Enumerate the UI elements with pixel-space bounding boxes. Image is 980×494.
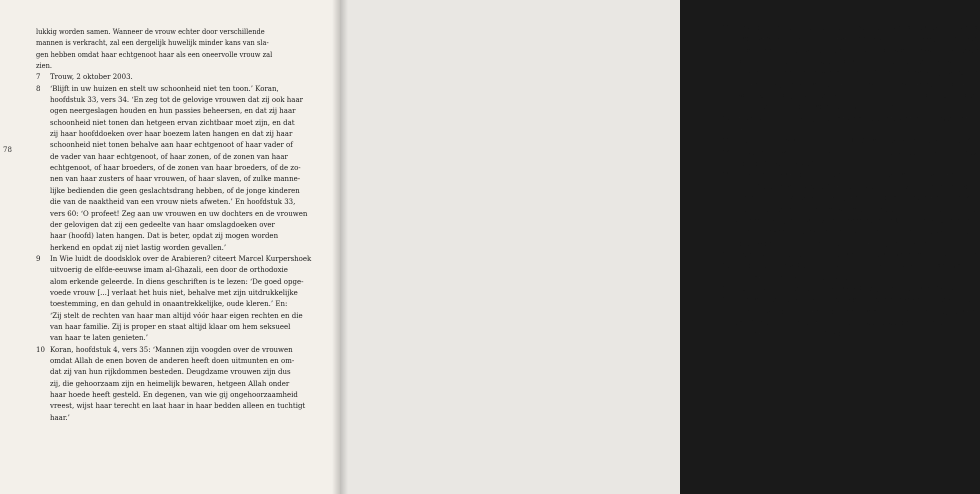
footnote-line: pliciet een vergelijking gemaakt met besnijdenis van jongens. Als be- [736,205,980,214]
footnote-line: Bewerkte versie van het artikel ‘Besnijdenis mag niet worden ge- [736,171,969,180]
right-column [722,23,980,341]
footnote-line: doogd’ uit de Volkskrant, 7 februari 2004. Genitale verminking van [736,182,975,191]
footnote-12 [722,114,980,137]
footnote-line: der gelovigen dat zij een gedeelte van haar omslagdoeken over [50,220,275,229]
footnote-number: 12 [722,114,731,123]
footnote-line: vers 60: ‘O profeet! Zeg aan uw vrouwen en uw dochters en de vrouwen [50,209,308,218]
footnote-number: 16 [722,250,731,259]
footnote-14 [722,148,980,171]
lead-paragraph [36,27,326,72]
footnote-line: haar.’ [50,413,70,422]
footnote-7 [36,72,326,83]
footnote-19 [722,295,980,340]
text-line: zien. [36,62,53,71]
footnote-line: haar hoede heeft gesteld. En degenen, van wie gij ongehoorzaamheid [50,391,298,399]
footnote-line: Dit gesprek verscheen eerder met medewerking van Carine Damen in [736,262,980,271]
footnote-13 [722,136,980,147]
footnote-number: 17 [722,262,731,271]
left-column [36,27,326,424]
footnote-line: In Wie luidt de doodsklok over de Arabieren? citeert Marcel Kurpershoek [50,254,312,263]
left-notes-list [36,72,326,424]
footnote-line: toestemming, en dan gehuld in onaantrekkelijke, oude kleren.’ En: [50,300,288,309]
footnote-line: zij haar hoofddoeken over haar boezem laten hangen en dat zij haar [50,130,293,139]
page-number: 78 [3,146,12,154]
footnote-number: 10 [36,345,45,354]
footnote-line: Opzij-lezing, gehouden op 8 maart 2003, Internationale Vrouwendag. [736,284,980,293]
footnote-line: Geweld tegen vrouwen komt ook veel voor binnen westerse gezinnen, [736,24,980,32]
footnote-line: schoonheid niet tonen behalve aan haar echtgenoot of haar vader of [50,141,293,150]
footnote-line: de sociale omgeving keuren het niet af. Ze redeneren: Als je wordt ge- [736,69,980,78]
footnote-line: Trouw, 2 oktober 2003. [50,73,133,82]
footnote-line: moslimgezinnen geweld tegen vrouwen zien als iets wat die vrouwen [736,46,980,55]
text-line: lukkig worden samen. Wanneer de vrouw echter door verschillende [36,28,265,36]
footnote-line: slagen door je man, dan zul je het daar wel naar gemaakt hebben. [736,80,972,89]
footnote-line: zakje wordt gehecht, dan zou deze vergelijking opgaan. [736,239,935,248]
footnote-line: blad op 3 oktober 2003. [736,160,821,169]
footnote-line: voede vrouw [...] verlaat het huis niet, behalve met zijn uitdrukkelijke [50,288,298,297]
footnote-line: nen van haar zusters of haar vrouwen, of haar slaven, of zulke manne- [50,175,301,184]
footnote-line: hoofdstuk 33, vers 34. ‘En zeg tot de gelovige vrouwen dat zij ook haar [50,96,304,105]
footnote-8 [36,84,326,254]
footnote-17 [722,261,980,284]
footnote-number: 7 [36,73,41,82]
footnote-9 [36,254,326,345]
footnote-line: echtgenoot, of haar broeders, of de zonen van haar broeders, of de zo- [50,164,301,173]
footnote-line: herkend en opdat zij niet lastig worden gevallen.’ [50,243,227,252]
footnote-11 [722,23,980,114]
footnote-16 [722,250,980,261]
footnote-line: alom erkende geleerde. In diens geschriften is te lezen: ‘De goed opge- [50,277,304,286]
footnote-line: van vrouwen een aanvaardbaar opvoedingsmiddel is. [736,103,925,112]
footnote-line: Algemeen Dagblad, 19 juni 2004. [736,273,855,282]
footnote-line: In verband met privacy zijn de namen van personen en plaatsen veran- [736,114,980,123]
footnote-line: dat zij van hun rijkdommen besteden. Deugdzame vrouwen zijn dus [50,368,291,377]
right-notes-list [722,23,980,341]
footnote-line: Dit artikel verscheen eerder in NRC Handelsblad op 13 april 2004. [736,137,975,146]
footnote-15 [722,170,980,249]
footnote-line: van haar te laten genieten.’ [50,334,148,343]
footnote-line: Bewerkte versie van het artikel dat eerder verscheen in NRC Handels- [736,148,980,157]
footnote-line: Een rare aanduiding want het gaat om een volwassen vrouw die zelf- [736,296,980,305]
footnote-line: ogen neergeslagen houden en hun passies beheersen, en dat zij haar [50,107,296,116]
right-page [340,0,980,494]
footnote-line: meisjes wordt soms wel ‘besnijdenis’ genoemd. Daarmee wordt im- [736,194,976,203]
footnote-line: Zie het artikel van Steffie Kouters in Volkskrant Magazine, 10 april 2004. [736,250,980,259]
footnote-line: ‘Blijft in uw huizen en stelt uw schoonheid niet ten toon.’ Koran, [50,84,279,93]
footnote-line: derd. [736,126,755,135]
footnote-18 [722,284,980,295]
footnote-number: 8 [36,84,41,93]
left-page [0,0,340,494]
footnote-number: 13 [722,137,731,146]
footnote-line: standig wil gaan wonen. Maar haar familes zullen haar altijd als een [736,307,980,316]
footnote-line: van haar familie. Zij is proper en staat altijd klaar om hem seksueel [50,322,291,331]
text-line: mannen is verkracht, zal een dergelijk huwelijk minder kans van sla- [36,39,269,48]
footnote-number: 19 [722,296,731,305]
footnote-number: 9 [36,254,41,263]
footnote-number: 18 [722,284,731,293]
footnote-line: de ballen worden verwijderd en dat de rest van de penis aan het lege [736,228,980,237]
footnote-10 [36,345,326,424]
footnote-line: de vader van haar echtgenoot, of haar zonen, of de zonen van haar [50,152,288,161]
footnote-line: lijke bedienden die geen geslachtsdrang hebben, of de jonge kinderen [50,186,300,195]
footnote-line: uitvoerig de elfde-eeuwse imam al-Ghazali, een door de orthodoxie [50,266,288,275]
footnote-line: minderjarige behandelen, ook als ze ver boven de veertig is. Voor hen [736,318,980,327]
footnote-line: Westerse buren, familie en vrienden vinden niet dat het mishandelen [736,92,980,101]
footnote-line: schoonheid niet tonen dan hetgeen ervan zichtbaar moet zijn, en dat [50,118,295,127]
footnote-number: 14 [722,148,731,157]
footnote-line: Koran, hoofdstuk 4, vers 35: ‘Mannen zijn voogden over de vrouwen [50,345,293,354]
text-line: gen hebben omdat haar echtgenoot haar als een oneervolle vrouw zal [36,50,273,59]
footnote-line: ‘Zij stelt de rechten van haar man altijd vóór haar eigen rechten en die [50,311,303,320]
footnote-line: haar (hoofd) laten hangen. Dat is beter, opdat zij mogen worden [50,232,279,241]
footnote-line: snijdenis van jongens zou betekenen dat de eikel wordt weggesneden, [736,216,980,225]
footnote-line: zelf uitlokken omdat zij zich niet aan de regels houden. De familie en [736,58,980,67]
footnote-line: die van de naaktheid van een vrouw niets afweten.’ En hoofdstuk 33, [50,198,296,207]
footnote-number: 11 [722,24,731,32]
footnote-line: zij, die gehoorzaam zijn en heimelijk bewaren, hetgeen Allah onder [50,379,290,388]
footnote-line: maar westerlingen wijzen geweld nadrukkelijk af, terwijl de meeste [736,35,977,44]
footnote-line: vreest, wijst haar terecht en laat haar in haar bedden alleen en tuchtigt [50,402,306,411]
footnote-line: blijft ze een ‘weggelopen’ vrouw. [736,330,853,339]
footnote-line: omdat Allah de enen boven de anderen heeft doen uitmunten en om- [50,356,295,365]
book-gutter [332,0,348,494]
footnote-number: 15 [722,171,731,180]
